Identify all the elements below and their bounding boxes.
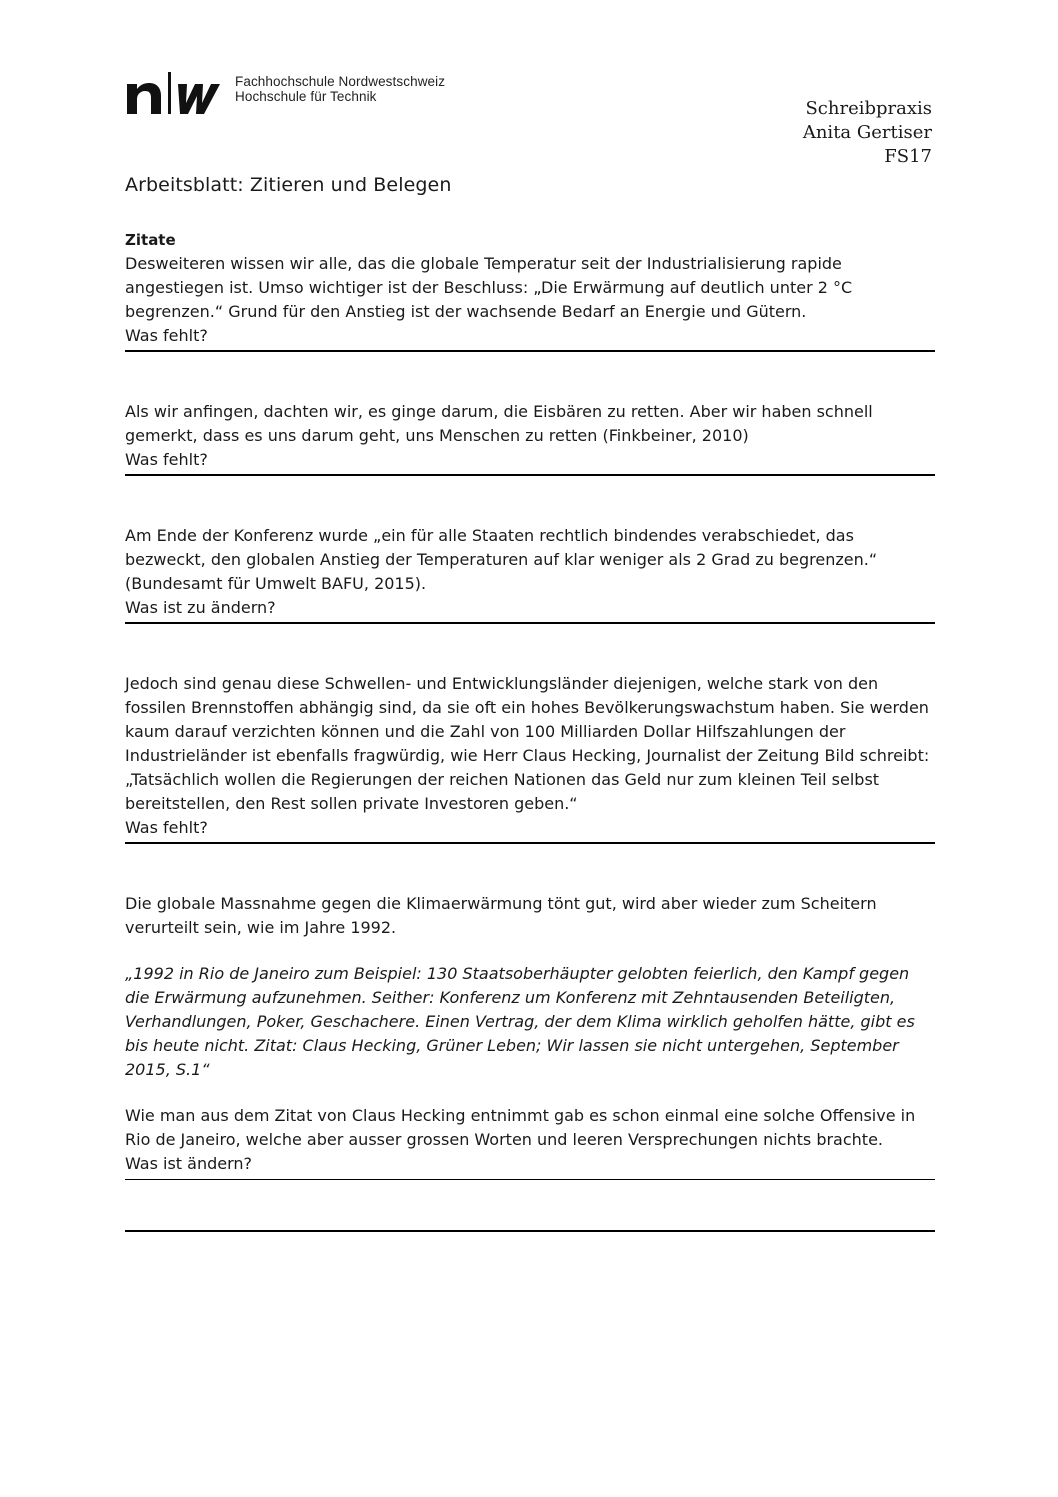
exercise-4 [125,672,935,844]
answer-line[interactable] [125,622,935,624]
exercise-question: Was ist ändern? [125,1154,253,1173]
course-name: Schreibpraxis [805,98,932,119]
exercise-5 [125,892,935,1232]
exercise-text: Jedoch sind genau diese Schwellen- und Entwicklungsländer diejenigen, welche stark von den fossilen Brennstoffen abhängig sind, da sie oft ein hohes Bevölkerungswachstum haben. Sie werden kaum darauf verzichten können und die Zahl von 100 Milliarden Dollar Hilfszahlungen der Industrieländer ist ebenfalls fragwürdig, wie Herr Claus Hecking, Journalist der Zeitung Bild schreibt: „Tatsächlich wollen die Regierungen der reichen Nationen das Geld nur zum kleinen Teil selbst bereitstellen, den Rest sollen private Investoren geben.“ [125,674,930,813]
author-name: Anita Gertiser [802,122,932,143]
exercise-question: Was fehlt? [125,450,208,469]
university-logo [125,70,445,116]
answer-line[interactable] [125,842,935,844]
exercise-question: Was ist zu ändern? [125,598,276,617]
exercise-question: Was fehlt? [125,326,208,345]
section-heading: Zitate [125,231,176,249]
answer-line-2[interactable] [125,1230,935,1232]
exercise-text: Als wir anfingen, dachten wir, es ginge darum, die Eisbären zu retten. Aber wir haben schnell gemerkt, dass es uns darum geht, uns Menschen zu retten (Finkbeiner, 2010) [125,402,873,445]
exercise-3 [125,524,935,624]
exercise-text: Desweiteren wissen wir alle, das die globale Temperatur seit der Industrialisierung rapide angestiegen ist. Umso wichtiger ist der Beschluss: „Die Erwärmung auf deutlich unter 2 °C begrenzen.“ Grund für den Anstieg ist der wachsende Bedarf an Energie und Gütern. [125,254,853,321]
term: FS17 [884,146,932,167]
worksheet-content [125,228,935,1232]
exercise-text: Die globale Massnahme gegen die Klimaerwärmung tönt gut, wird aber wieder zum Scheitern verurteilt sein, wie im Jahre 1992. [125,894,877,937]
exercise-quote: „1992 in Rio de Janeiro zum Beispiel: 130 Staatsoberhäupter gelobten feierlich, den Kampf gegen die Erwärmung aufzunehmen. Seither: Konferenz um Konferenz mit Zehntausenden Beteiligten, Verhandlungen, Poker, Geschachere. Einen Vertrag, der dem Klima wirklich geholfen hätte, gibt es bis heute nicht. Zitat: Claus Hecking, Grüner Leben; Wir lassen sie nicht untergehen, September 2015, S.1“ [125,964,915,1079]
exercise-text-2: Wie man aus dem Zitat von Claus Hecking entnimmt gab es schon einmal eine solche Offensive in Rio de Janeiro, welche aber ausser grossen Worten und leeren Versprechungen nichts brachte. [125,1106,916,1149]
exercise-text: Am Ende der Konferenz wurde „ein für alle Staaten rechtlich bindendes verabschiedet, das bezweckt, den globalen Anstieg der Temperaturen auf klar weniger als 2 Grad zu begrenzen.“ (Bundesamt für Umwelt BAFU, 2015). [125,526,878,593]
answer-line[interactable] [125,350,935,352]
exercise-1 [125,252,935,352]
page-title: Arbeitsblatt: Zitieren und Belegen [125,174,452,196]
exercise-2 [125,400,935,476]
logo-text [235,74,445,104]
answer-line[interactable] [125,474,935,476]
course-info [803,97,932,169]
logo-line-2: Hochschule für Technik [235,89,377,104]
logo-line-1: Fachhochschule Nordwestschweiz [235,74,446,89]
nw-logo-icon [125,70,221,116]
answer-line[interactable] [125,1179,935,1180]
exercise-question: Was fehlt? [125,818,208,837]
